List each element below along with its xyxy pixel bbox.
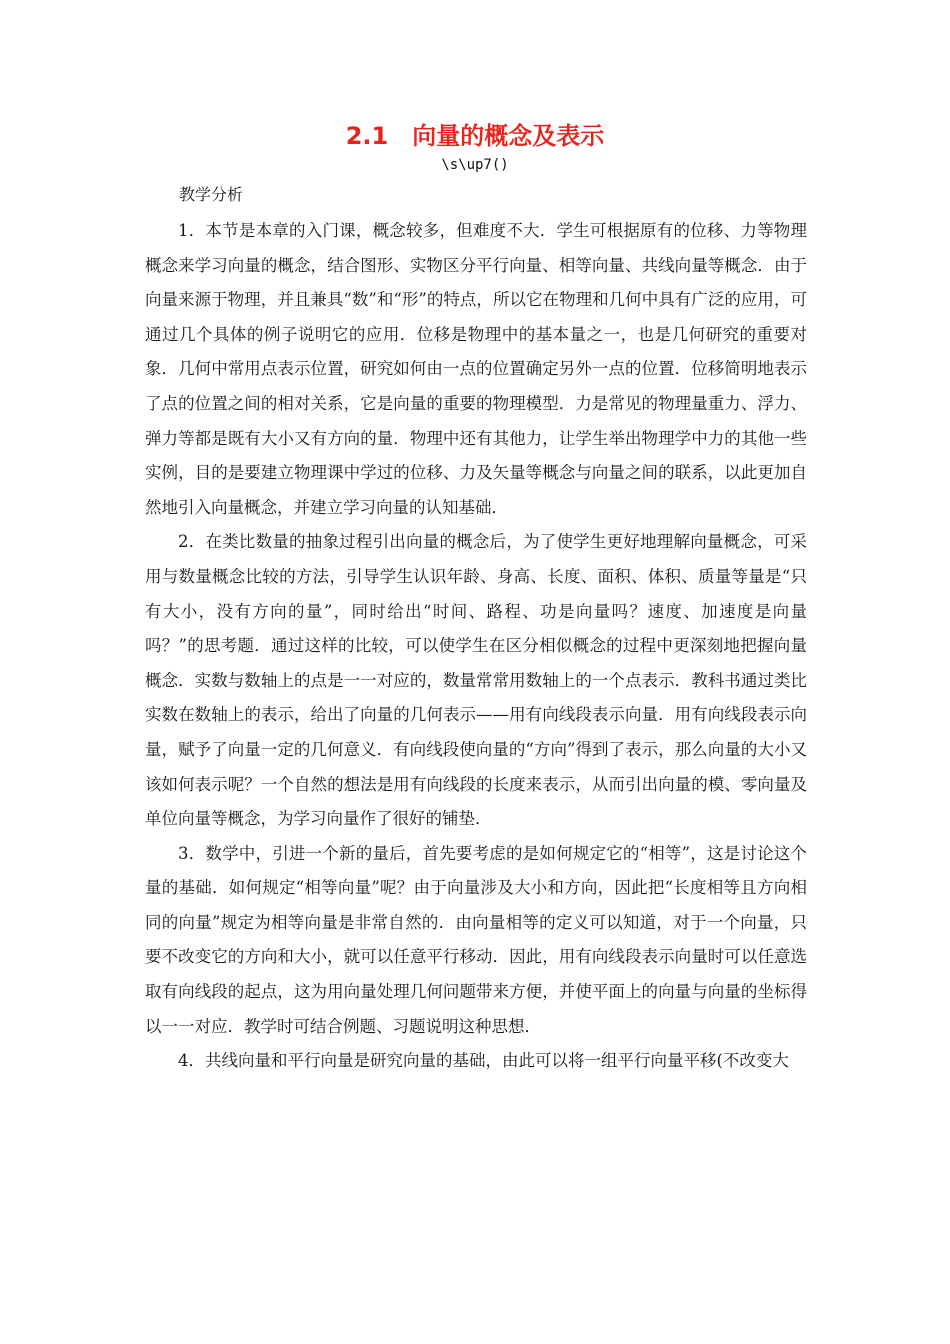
paragraph-2: 2．在类比数量的抽象过程引出向量的概念后，为了使学生更好地理解向量概念，可采用与数量概念比较的方法，引导学生认识年龄、身高、长度、面积、体积、质量等量是“只有大小，没有方向的量”，同时给出“时间、路程、功是向量吗？速度、加速度是向量吗？”的思考题．通过这样的比较，可以使学生在区分相似概念的过程中更深刻地把握向量概念．实数与数轴上的点是一一对应的，数量常常用数轴上的一个点表示．教科书通过类比实数在数轴上的表示，给出了向量的几何表示——用有向线段表示向量．用有向线段表示向量，赋予了向量一定的几何意义．有向线段使向量的“方向”得到了表示，那么向量的大小又该如何表示呢？一个自然的想法是用有向线段的长度来表示，从而引出向量的模、零向量及单位向量等概念，为学习向量作了很好的铺垫． [145,532,807,829]
body-text [145,214,807,1079]
paragraph-4: 4．共线向量和平行向量是研究向量的基础，由此可以将一组平行向量平移(不改变大 [178,1051,789,1071]
document-subtitle: \s\up7() [441,157,509,173]
section-label: 教学分析 [179,185,244,204]
paragraph-1: 1．本节是本章的入门课，概念较多，但难度不大．学生可根据原有的位移、力等物理概念来学习向量的概念，结合图形、实物区分平行向量、相等向量、共线向量等概念．由于向量来源于物理，并且兼具“数”和“形”的特点，所以它在物理和几何中具有广泛的应用，可通过几个具体的例子说明它的应用．位移是物理中的基本量之一，也是几何研究的重要对象．几何中常用点表示位置，研究如何由一点的位置确定另外一点的位置．位移简明地表示了点的位置之间的相对关系，它是向量的重要的物理模型．力是常见的物理量重力、浮力、弹力等都是既有大小又有方向的量．物理中还有其他力，让学生举出物理学中力的其他一些实例，目的是要建立物理课中学过的位移、力及矢量等概念与向量之间的联系，以此更加自然地引入向量概念，并建立学习向量的认知基础． [145,221,807,517]
document-title: 2.1 向量的概念及表示 [345,122,605,150]
paragraph-3: 3．数学中，引进一个新的量后，首先要考虑的是如何规定它的“相等”，这是讨论这个量的基础．如何规定“相等向量”呢？由于向量涉及大小和方向，因此把“长度相等且方向相同的向量”规定为相等向量是非常自然的．由向量相等的定义可以知道，对于一个向量，只要不改变它的方向和大小，就可以任意平行移动．因此，用有向线段表示向量时可以任意选取有向线段的起点，这为用向量处理几何问题带来方便，并使平面上的向量与向量的坐标得以一一对应．教学时可结合例题、习题说明这种思想． [145,843,807,1036]
